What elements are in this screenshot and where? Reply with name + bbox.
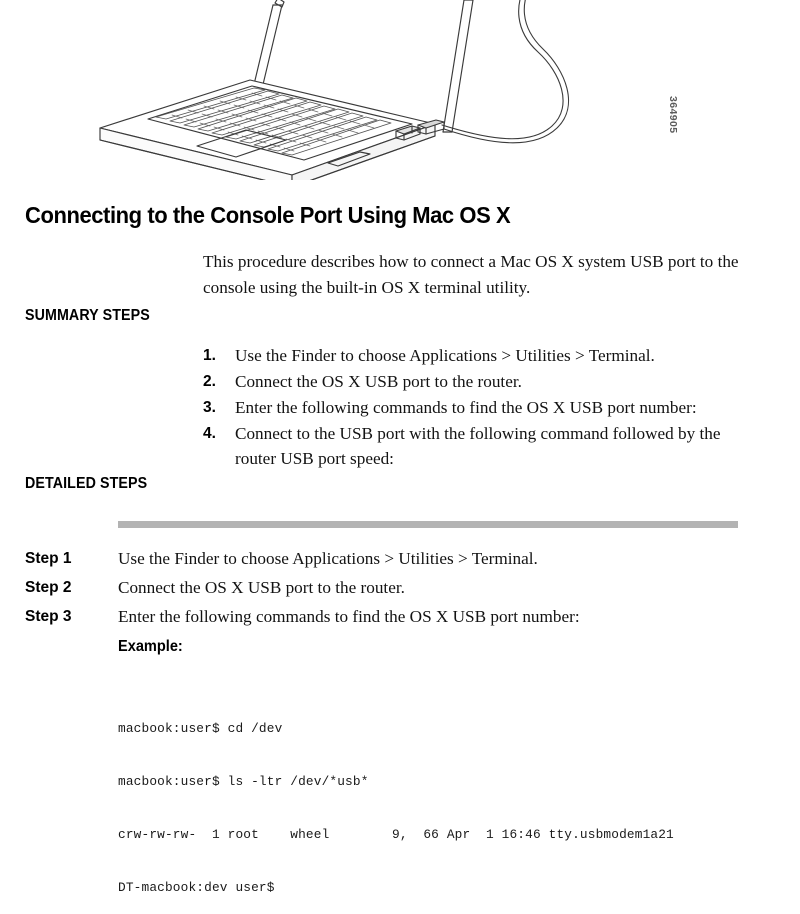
- example-label: Example:: [118, 638, 183, 655]
- step-row: [25, 602, 775, 631]
- list-item-text: Connect to the USB port with the following command followed by the router USB port speed:: [235, 424, 721, 468]
- intro-paragraph: This procedure describes how to connect a Mac OS X system USB port to the console using the built-in OS X terminal utility.: [203, 252, 739, 298]
- list-item: [203, 421, 763, 471]
- step-label: Step 3: [25, 608, 72, 625]
- step-text: Connect the OS X USB port to the router.: [118, 578, 405, 597]
- step-text: Use the Finder to choose Applications > Utilities > Terminal.: [118, 549, 538, 568]
- list-item: [203, 369, 763, 394]
- list-item-number: 3.: [203, 399, 216, 416]
- step-label: Step 1: [25, 550, 72, 567]
- list-item: [203, 395, 763, 420]
- list-item-text: Use the Finder to choose Applications > Utilities > Terminal.: [235, 346, 655, 365]
- detailed-steps-list: [25, 544, 775, 631]
- list-item: [203, 343, 763, 368]
- code-line: macbook:user$ cd /dev: [118, 721, 283, 737]
- page-title: Connecting to the Console Port Using Mac OS X: [25, 201, 511, 228]
- section-divider-rule: [118, 521, 738, 528]
- example-code-block: [118, 685, 778, 914]
- code-line: DT-macbook:dev user$: [118, 879, 275, 895]
- code-line: crw-rw-rw- 1 root wheel 9, 66 Apr 1 16:46 tty.usbmodem1a21: [118, 826, 674, 842]
- figure-illustration: [0, 0, 800, 178]
- laptop-usb-console-drawing: [60, 0, 680, 180]
- step-row: [25, 573, 775, 602]
- step-row: [25, 544, 775, 573]
- detailed-steps-heading: DETAILED STEPS: [25, 475, 148, 492]
- step-label: Step 2: [25, 579, 72, 596]
- list-item-number: 2.: [203, 373, 216, 390]
- figure-number-label: 364905: [667, 96, 679, 134]
- step-text: Enter the following commands to find the OS X USB port number:: [118, 607, 580, 626]
- code-line: macbook:user$ ls -ltr /dev/*usb*: [118, 773, 369, 789]
- summary-steps-heading: SUMMARY STEPS: [25, 307, 150, 324]
- list-item-text: Connect the OS X USB port to the router.: [235, 372, 522, 391]
- list-item-number: 1.: [203, 347, 216, 364]
- list-item-number: 4.: [203, 425, 216, 442]
- list-item-text: Enter the following commands to find the OS X USB port number:: [235, 398, 697, 417]
- summary-steps-list: [203, 343, 763, 472]
